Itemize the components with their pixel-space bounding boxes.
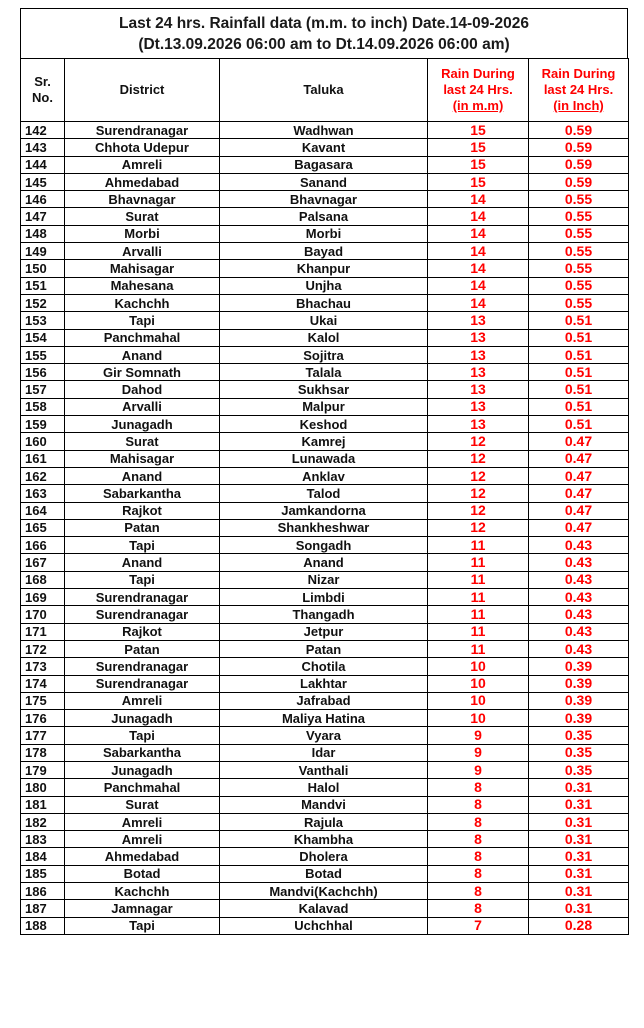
taluka-cell: Idar	[220, 744, 428, 761]
rain-inch-cell: 0.51	[529, 416, 629, 433]
rain-inch-cell: 0.35	[529, 727, 629, 744]
rain-mm-cell: 7	[428, 917, 529, 934]
taluka-cell: Chotila	[220, 658, 428, 675]
rain-inch-cell: 0.35	[529, 761, 629, 778]
district-cell: Mahesana	[65, 277, 220, 294]
rain-inch-cell: 0.55	[529, 191, 629, 208]
sr-no-cell: 156	[21, 364, 65, 381]
taluka-cell: Sojitra	[220, 346, 428, 363]
rain-mm-cell: 15	[428, 156, 529, 173]
rainfall-table	[20, 58, 629, 935]
sr-no-cell: 171	[21, 623, 65, 640]
sr-no-cell: 185	[21, 865, 65, 882]
sr-no-cell: 153	[21, 312, 65, 329]
rain-mm-cell: 14	[428, 294, 529, 311]
table-row	[21, 623, 629, 640]
rain-mm-cell: 11	[428, 589, 529, 606]
sr-no-cell: 163	[21, 485, 65, 502]
sr-no-cell: 165	[21, 519, 65, 536]
rain-mm-cell: 15	[428, 122, 529, 139]
rain-inch-cell: 0.43	[529, 623, 629, 640]
rain-inch-cell: 0.31	[529, 883, 629, 900]
district-cell: Tapi	[65, 727, 220, 744]
taluka-cell: Bagasara	[220, 156, 428, 173]
rain-inch-cell: 0.59	[529, 139, 629, 156]
district-cell: Chhota Udepur	[65, 139, 220, 156]
taluka-cell: Kavant	[220, 139, 428, 156]
taluka-cell: Nizar	[220, 571, 428, 588]
sr-no-cell: 166	[21, 537, 65, 554]
rain-inch-cell: 0.43	[529, 640, 629, 657]
rainfall-sheet	[20, 8, 628, 935]
sr-no-cell: 143	[21, 139, 65, 156]
district-cell: Tapi	[65, 537, 220, 554]
sr-no-cell: 155	[21, 346, 65, 363]
table-row	[21, 243, 629, 260]
district-cell: Kachchh	[65, 883, 220, 900]
table-row	[21, 537, 629, 554]
district-cell: Surendranagar	[65, 589, 220, 606]
table-row	[21, 156, 629, 173]
district-cell: Amreli	[65, 692, 220, 709]
table-row	[21, 761, 629, 778]
table-row	[21, 502, 629, 519]
rain-mm-cell: 9	[428, 761, 529, 778]
rain-inch-cell: 0.51	[529, 312, 629, 329]
district-cell: Surendranagar	[65, 658, 220, 675]
district-cell: Patan	[65, 519, 220, 536]
rain-mm-cell: 11	[428, 554, 529, 571]
rain-mm-cell: 11	[428, 571, 529, 588]
district-cell: Tapi	[65, 312, 220, 329]
taluka-cell: Khambha	[220, 831, 428, 848]
taluka-cell: Talod	[220, 485, 428, 502]
rain-mm-cell: 12	[428, 485, 529, 502]
rain-inch-cell: 0.51	[529, 329, 629, 346]
rain-mm-cell: 10	[428, 658, 529, 675]
taluka-cell: Shankheshwar	[220, 519, 428, 536]
district-cell: Amreli	[65, 831, 220, 848]
rain-mm-cell: 8	[428, 796, 529, 813]
taluka-cell: Limbdi	[220, 589, 428, 606]
sr-no-cell: 146	[21, 191, 65, 208]
rain-inch-cell: 0.31	[529, 865, 629, 882]
rain-inch-cell: 0.31	[529, 848, 629, 865]
taluka-cell: Anand	[220, 554, 428, 571]
rain-mm-cell: 15	[428, 139, 529, 156]
district-cell: Ahmedabad	[65, 848, 220, 865]
table-row	[21, 692, 629, 709]
district-cell: Bhavnagar	[65, 191, 220, 208]
taluka-cell: Mandvi(Kachchh)	[220, 883, 428, 900]
rain-mm-cell: 13	[428, 381, 529, 398]
rain-inch-cell: 0.59	[529, 122, 629, 139]
rain-mm-cell: 8	[428, 848, 529, 865]
sr-no-cell: 161	[21, 450, 65, 467]
rain-mm-cell: 9	[428, 727, 529, 744]
table-row	[21, 865, 629, 882]
rain-inch-cell: 0.51	[529, 398, 629, 415]
district-cell: Surat	[65, 433, 220, 450]
rain-inch-cell: 0.39	[529, 710, 629, 727]
rain-inch-cell: 0.47	[529, 519, 629, 536]
district-cell: Morbi	[65, 225, 220, 242]
rain-inch-cell: 0.47	[529, 485, 629, 502]
table-row	[21, 831, 629, 848]
rain-inch-cell: 0.55	[529, 260, 629, 277]
taluka-cell: Malpur	[220, 398, 428, 415]
sr-no-cell: 175	[21, 692, 65, 709]
table-row	[21, 813, 629, 830]
sr-no-cell: 174	[21, 675, 65, 692]
taluka-cell: Kamrej	[220, 433, 428, 450]
sr-no-cell: 160	[21, 433, 65, 450]
rain-mm-cell: 8	[428, 779, 529, 796]
taluka-cell: Uchchhal	[220, 917, 428, 934]
sr-no-cell: 183	[21, 831, 65, 848]
table-body	[21, 122, 629, 935]
district-cell: Surendranagar	[65, 675, 220, 692]
taluka-cell: Maliya Hatina	[220, 710, 428, 727]
rain-mm-cell: 10	[428, 675, 529, 692]
sr-no-cell: 157	[21, 381, 65, 398]
table-row	[21, 329, 629, 346]
table-row	[21, 571, 629, 588]
rain-mm-cell: 8	[428, 865, 529, 882]
taluka-cell: Dholera	[220, 848, 428, 865]
table-row	[21, 173, 629, 190]
rain-mm-cell: 14	[428, 243, 529, 260]
district-cell: Rajkot	[65, 623, 220, 640]
sr-no-cell: 176	[21, 710, 65, 727]
table-row	[21, 398, 629, 415]
district-cell: Tapi	[65, 571, 220, 588]
taluka-cell: Mandvi	[220, 796, 428, 813]
district-cell: Anand	[65, 554, 220, 571]
sr-no-cell: 179	[21, 761, 65, 778]
taluka-cell: Rajula	[220, 813, 428, 830]
sr-no-cell: 170	[21, 606, 65, 623]
taluka-cell: Jamkandorna	[220, 502, 428, 519]
sr-no-cell: 145	[21, 173, 65, 190]
rain-mm-cell: 12	[428, 450, 529, 467]
rain-inch-cell: 0.59	[529, 173, 629, 190]
district-cell: Tapi	[65, 917, 220, 934]
rain-inch-cell: 0.28	[529, 917, 629, 934]
rain-inch-cell: 0.31	[529, 813, 629, 830]
rain-inch-cell: 0.51	[529, 346, 629, 363]
title-box	[20, 8, 628, 58]
taluka-cell: Khanpur	[220, 260, 428, 277]
sr-no-cell: 173	[21, 658, 65, 675]
table-row	[21, 554, 629, 571]
rain-mm-cell: 11	[428, 606, 529, 623]
sr-no-cell: 142	[21, 122, 65, 139]
rain-mm-cell: 10	[428, 692, 529, 709]
rain-mm-cell: 12	[428, 519, 529, 536]
sr-no-cell: 187	[21, 900, 65, 917]
rain-mm-cell: 14	[428, 277, 529, 294]
sr-no-cell: 158	[21, 398, 65, 415]
sr-no-cell: 181	[21, 796, 65, 813]
district-cell: Junagadh	[65, 761, 220, 778]
rain-inch-cell: 0.43	[529, 589, 629, 606]
district-cell: Ahmedabad	[65, 173, 220, 190]
sr-no-cell: 167	[21, 554, 65, 571]
district-cell: Panchmahal	[65, 329, 220, 346]
sr-no-cell: 150	[21, 260, 65, 277]
rain-mm-cell: 13	[428, 416, 529, 433]
district-cell: Sabarkantha	[65, 485, 220, 502]
sr-no-cell: 148	[21, 225, 65, 242]
rain-mm-cell: 11	[428, 623, 529, 640]
taluka-cell: Keshod	[220, 416, 428, 433]
district-cell: Anand	[65, 346, 220, 363]
rain-mm-cell: 14	[428, 260, 529, 277]
rain-inch-cell: 0.55	[529, 243, 629, 260]
rain-inch-cell: 0.47	[529, 467, 629, 484]
table-row	[21, 208, 629, 225]
rain-inch-cell: 0.39	[529, 675, 629, 692]
rain-inch-cell: 0.31	[529, 779, 629, 796]
district-cell: Surendranagar	[65, 606, 220, 623]
sr-no-cell: 144	[21, 156, 65, 173]
rain-mm-cell: 12	[428, 502, 529, 519]
rain-mm-cell: 13	[428, 364, 529, 381]
district-cell: Amreli	[65, 156, 220, 173]
header-row	[21, 59, 629, 122]
rain-inch-cell: 0.55	[529, 225, 629, 242]
sr-no-cell: 147	[21, 208, 65, 225]
table-row	[21, 640, 629, 657]
taluka-cell: Wadhwan	[220, 122, 428, 139]
table-row	[21, 277, 629, 294]
district-cell: Patan	[65, 640, 220, 657]
taluka-cell: Botad	[220, 865, 428, 882]
taluka-cell: Jetpur	[220, 623, 428, 640]
table-row	[21, 606, 629, 623]
district-cell: Mahisagar	[65, 260, 220, 277]
taluka-cell: Morbi	[220, 225, 428, 242]
sr-no-cell: 182	[21, 813, 65, 830]
taluka-cell: Songadh	[220, 537, 428, 554]
sr-no-cell: 178	[21, 744, 65, 761]
table-row	[21, 139, 629, 156]
rain-mm-cell: 11	[428, 537, 529, 554]
taluka-cell: Ukai	[220, 312, 428, 329]
table-row	[21, 848, 629, 865]
taluka-cell: Kalavad	[220, 900, 428, 917]
taluka-cell: Jafrabad	[220, 692, 428, 709]
table-row	[21, 312, 629, 329]
sr-no-cell: 162	[21, 467, 65, 484]
rain-mm-cell: 10	[428, 710, 529, 727]
taluka-cell: Sukhsar	[220, 381, 428, 398]
district-cell: Surat	[65, 208, 220, 225]
table-row	[21, 225, 629, 242]
district-cell: Surat	[65, 796, 220, 813]
taluka-cell: Talala	[220, 364, 428, 381]
rain-mm-cell: 13	[428, 398, 529, 415]
district-cell: Jamnagar	[65, 900, 220, 917]
rain-inch-cell: 0.43	[529, 554, 629, 571]
title-line-1: Last 24 hrs. Rainfall data (m.m. to inch) Date.14-09-2026	[118, 15, 530, 32]
sr-no-cell: 159	[21, 416, 65, 433]
taluka-cell: Sanand	[220, 173, 428, 190]
table-row	[21, 658, 629, 675]
rain-mm-cell: 14	[428, 191, 529, 208]
table-row	[21, 589, 629, 606]
rain-inch-cell: 0.31	[529, 796, 629, 813]
rain-inch-cell: 0.51	[529, 381, 629, 398]
district-cell: Sabarkantha	[65, 744, 220, 761]
rain-inch-cell: 0.47	[529, 433, 629, 450]
district-cell: Botad	[65, 865, 220, 882]
sr-no-cell: 186	[21, 883, 65, 900]
rain-mm-cell: 12	[428, 467, 529, 484]
header-taluka: Taluka	[220, 59, 428, 122]
table-row	[21, 900, 629, 917]
rain-mm-cell: 13	[428, 312, 529, 329]
district-cell: Junagadh	[65, 710, 220, 727]
rain-mm-cell: 14	[428, 225, 529, 242]
rain-inch-cell: 0.39	[529, 692, 629, 709]
sr-no-cell: 172	[21, 640, 65, 657]
header-district: District	[65, 59, 220, 122]
sr-no-cell: 168	[21, 571, 65, 588]
table-row	[21, 467, 629, 484]
taluka-cell: Bayad	[220, 243, 428, 260]
rain-inch-cell: 0.31	[529, 900, 629, 917]
table-row	[21, 260, 629, 277]
taluka-cell: Bhavnagar	[220, 191, 428, 208]
district-cell: Mahisagar	[65, 450, 220, 467]
rain-mm-cell: 8	[428, 900, 529, 917]
table-row	[21, 710, 629, 727]
district-cell: Kachchh	[65, 294, 220, 311]
taluka-cell: Lunawada	[220, 450, 428, 467]
taluka-cell: Lakhtar	[220, 675, 428, 692]
table-row	[21, 744, 629, 761]
table-row	[21, 416, 629, 433]
rain-mm-cell: 13	[428, 329, 529, 346]
district-cell: Anand	[65, 467, 220, 484]
table-row	[21, 191, 629, 208]
rain-inch-cell: 0.31	[529, 831, 629, 848]
taluka-cell: Anklav	[220, 467, 428, 484]
table-row	[21, 779, 629, 796]
district-cell: Panchmahal	[65, 779, 220, 796]
table-row	[21, 450, 629, 467]
header-rain-inch: Rain During last 24 Hrs. (in Inch)	[529, 59, 629, 122]
sr-no-cell: 184	[21, 848, 65, 865]
rain-inch-cell: 0.43	[529, 537, 629, 554]
table-row	[21, 519, 629, 536]
table-row	[21, 122, 629, 139]
district-cell: Junagadh	[65, 416, 220, 433]
rain-inch-cell: 0.39	[529, 658, 629, 675]
table-row	[21, 346, 629, 363]
rain-mm-cell: 14	[428, 208, 529, 225]
district-cell: Amreli	[65, 813, 220, 830]
rain-mm-cell: 8	[428, 813, 529, 830]
district-cell: Arvalli	[65, 243, 220, 260]
table-row	[21, 917, 629, 934]
sr-no-cell: 180	[21, 779, 65, 796]
title-line-2: (Dt.13.09.2026 06:00 am to Dt.14.09.2026 06:00 am)	[138, 36, 510, 53]
rain-inch-cell: 0.47	[529, 502, 629, 519]
rain-inch-cell: 0.59	[529, 156, 629, 173]
sr-no-cell: 152	[21, 294, 65, 311]
table-row	[21, 485, 629, 502]
table-row	[21, 364, 629, 381]
rain-mm-cell: 13	[428, 346, 529, 363]
rain-inch-cell: 0.51	[529, 364, 629, 381]
district-cell: Rajkot	[65, 502, 220, 519]
district-cell: Dahod	[65, 381, 220, 398]
header-rain-mm: Rain During last 24 Hrs. (in m.m)	[428, 59, 529, 122]
rain-mm-cell: 9	[428, 744, 529, 761]
rain-inch-cell: 0.47	[529, 450, 629, 467]
table-row	[21, 727, 629, 744]
taluka-cell: Vanthali	[220, 761, 428, 778]
table-row	[21, 883, 629, 900]
rain-inch-cell: 0.55	[529, 208, 629, 225]
taluka-cell: Vyara	[220, 727, 428, 744]
rain-inch-cell: 0.55	[529, 294, 629, 311]
rain-inch-cell: 0.43	[529, 571, 629, 588]
taluka-cell: Halol	[220, 779, 428, 796]
table-row	[21, 433, 629, 450]
sr-no-cell: 169	[21, 589, 65, 606]
rain-mm-cell: 11	[428, 640, 529, 657]
district-cell: Surendranagar	[65, 122, 220, 139]
rain-inch-cell: 0.55	[529, 277, 629, 294]
rain-mm-cell: 15	[428, 173, 529, 190]
taluka-cell: Patan	[220, 640, 428, 657]
taluka-cell: Unjha	[220, 277, 428, 294]
sr-no-cell: 149	[21, 243, 65, 260]
taluka-cell: Bhachau	[220, 294, 428, 311]
header-sr-no: Sr. No.	[21, 59, 65, 122]
sr-no-cell: 164	[21, 502, 65, 519]
table-row	[21, 381, 629, 398]
sr-no-cell: 151	[21, 277, 65, 294]
rain-mm-cell: 8	[428, 883, 529, 900]
taluka-cell: Thangadh	[220, 606, 428, 623]
table-row	[21, 675, 629, 692]
rain-mm-cell: 8	[428, 831, 529, 848]
sr-no-cell: 188	[21, 917, 65, 934]
table-row	[21, 796, 629, 813]
taluka-cell: Kalol	[220, 329, 428, 346]
sr-no-cell: 154	[21, 329, 65, 346]
district-cell: Gir Somnath	[65, 364, 220, 381]
district-cell: Arvalli	[65, 398, 220, 415]
sr-no-cell: 177	[21, 727, 65, 744]
rain-mm-cell: 12	[428, 433, 529, 450]
rain-inch-cell: 0.35	[529, 744, 629, 761]
table-row	[21, 294, 629, 311]
rain-inch-cell: 0.43	[529, 606, 629, 623]
taluka-cell: Palsana	[220, 208, 428, 225]
